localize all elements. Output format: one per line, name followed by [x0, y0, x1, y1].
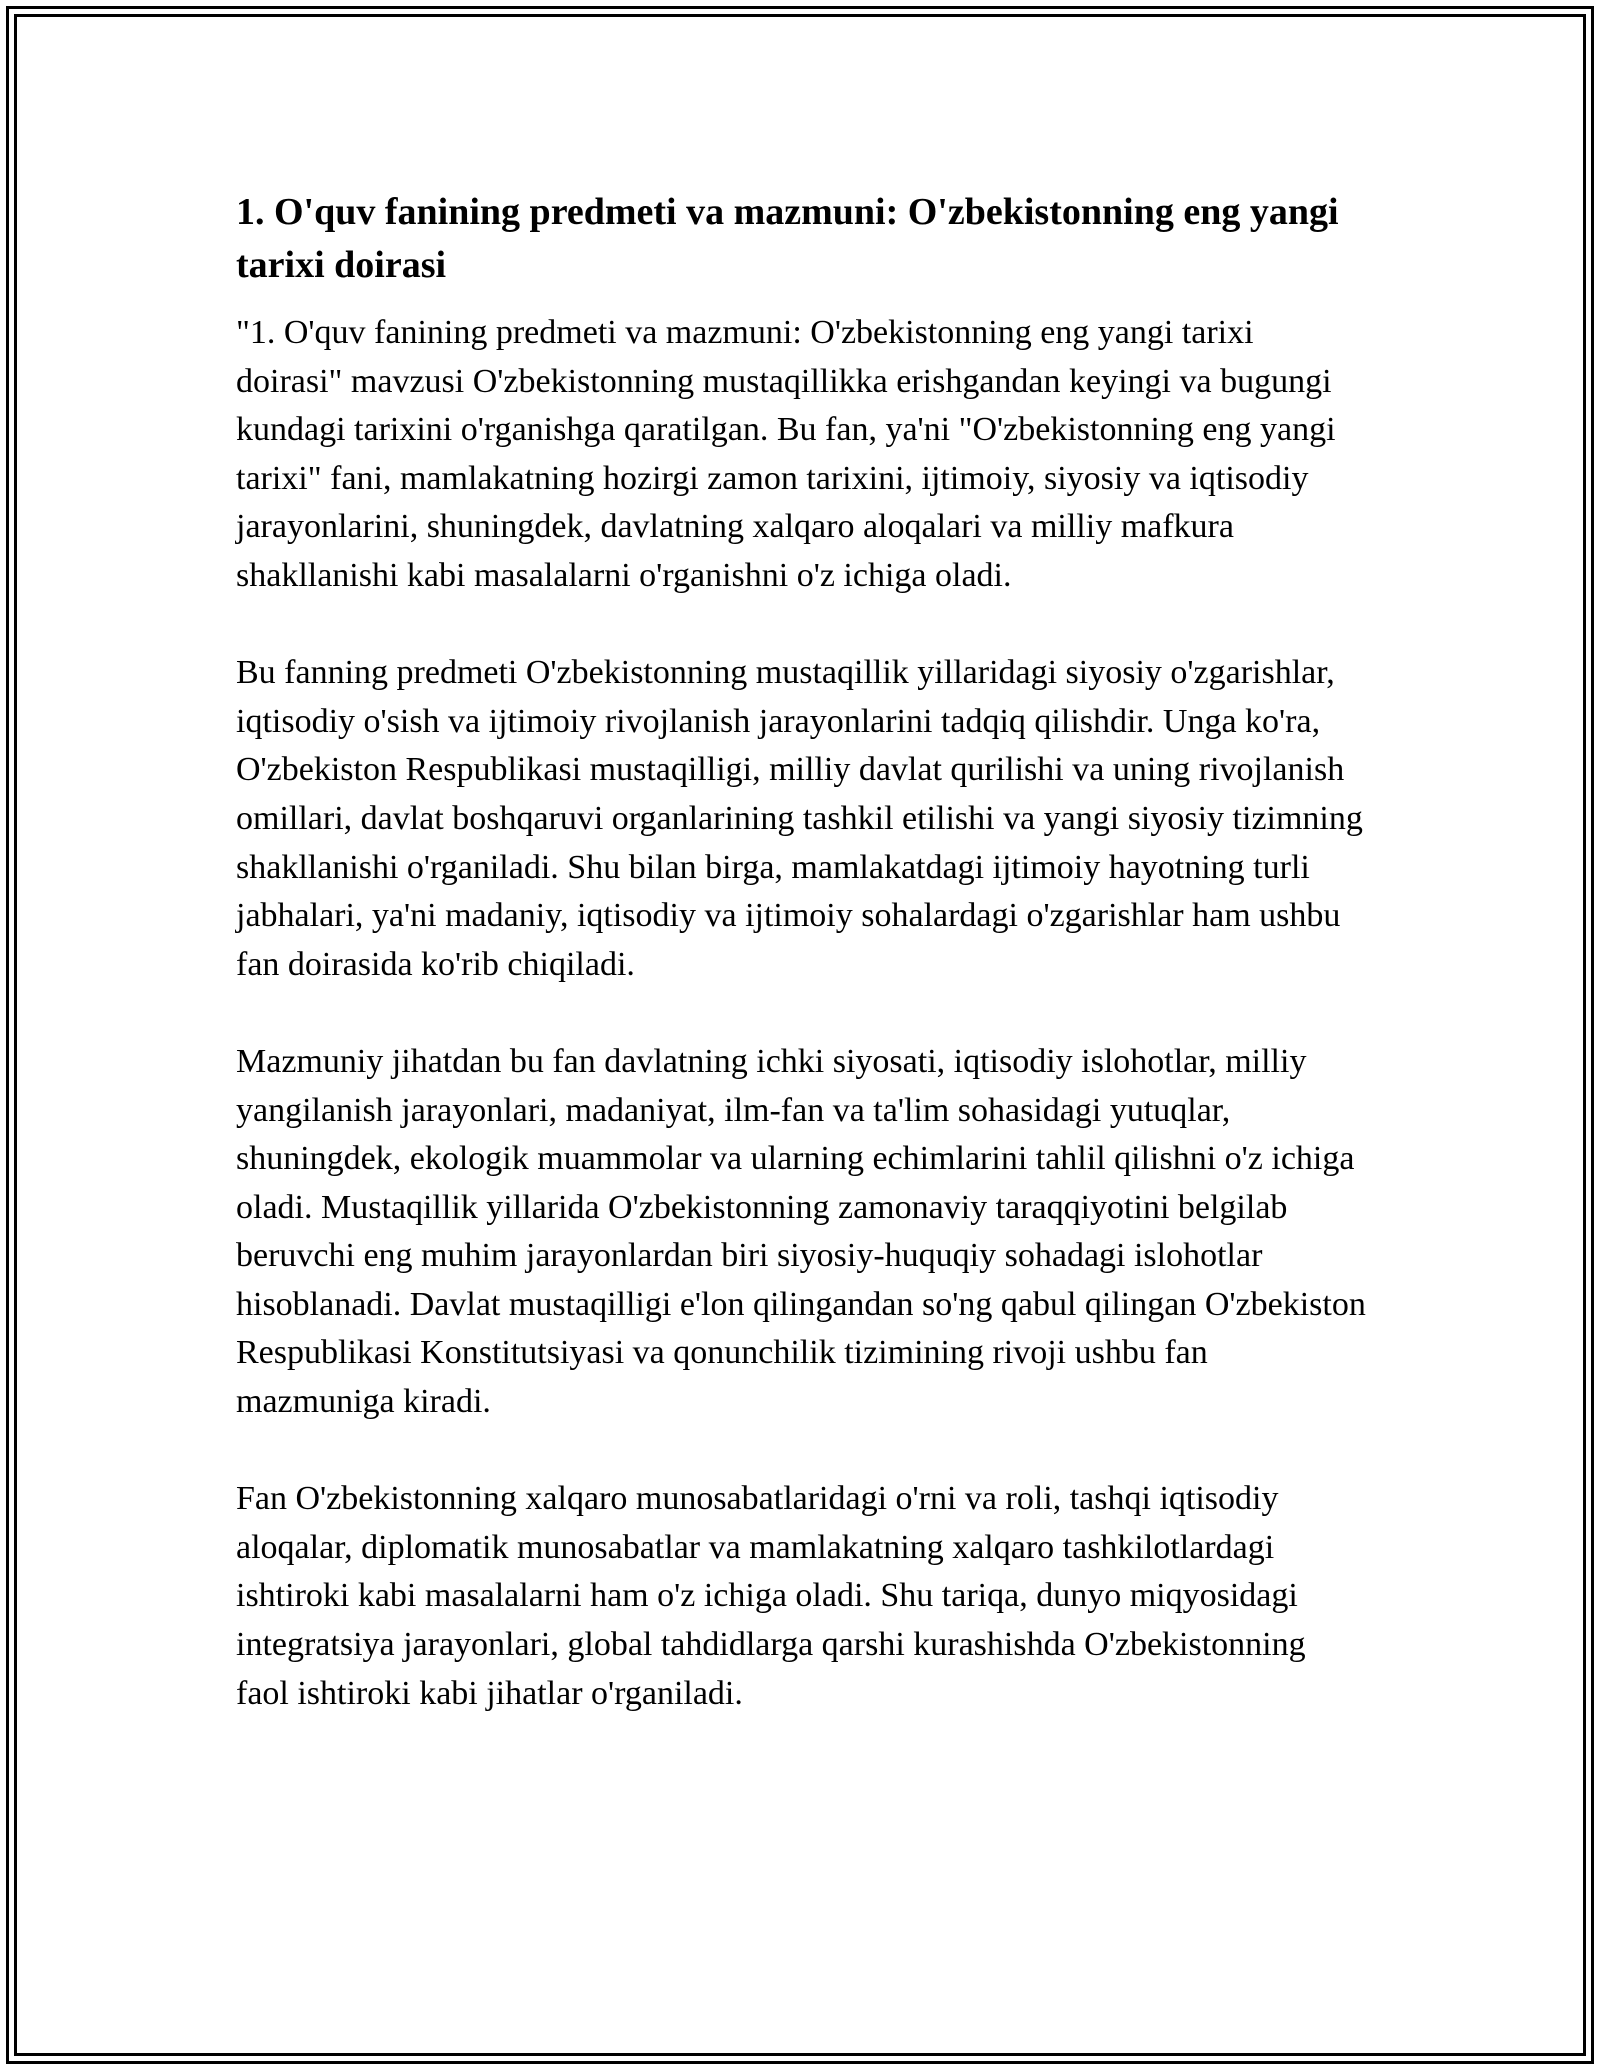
paragraph-subject: Bu fanning predmeti O'zbekistonning mustaqillik yillaridagi siyosiy o'zgarishlar, iqtisodiy o'sish va ijtimoiy rivojlanish jarayonlarini tadqiq qilishdir. Unga ko'ra, O'zbekiston Respublikasi mustaqilligi, milliy davlat qurilishi va uning rivojlanish omillari, davlat boshqaruvi organlarining tashkil etilishi va yangi siyosiy tizimning shakllanishi o'rganiladi. Shu bilan birga, mamlakatdagi ijtimoiy hayotning turli jabhalari, ya'ni madaniy, iqtisodiy va ijtimoiy sohalardagi o'zgarishlar ham ushbu fan doirasida ko'rib chiqiladi.: [236, 654, 1363, 983]
paragraph-international: Fan O'zbekistonning xalqaro munosabatlaridagi o'rni va roli, tashqi iqtisodiy aloqalar, diplomatik munosabatlar va mamlakatning xalqaro tashkilotlardagi ishtiroki kabi masalalarni ham o'z ichiga oladi. Shu tariqa, dunyo miqyosidagi integratsiya jarayonlari, global tahdidlarga qarshi kurashishda O'zbekistonning faol ishtiroki kabi jihatlar o'rganiladi.: [236, 1480, 1306, 1712]
paragraph-content: Mazmuniy jihatdan bu fan davlatning ichki siyosati, iqtisodiy islohotlar, milliy yangilanish jarayonlari, madaniyat, ilm-fan va ta'lim sohasidagi yutuqlar, shuningdek, ekologik muammolar va ularning echimlarini tahlil qilishni o'z ichiga oladi. Mustaqillik yillarida O'zbekistonning zamonaviy taraqqiyotini belgilab beruvchi eng muhim jarayonlardan biri siyosiy-huquqiy sohadagi islohotlar hisoblanadi. Davlat mustaqilligi e'lon qilingandan so'ng qabul qilingan O'zbekiston Respublikasi Konstitutsiyasi va qonunchilik tizimining rivoji ushbu fan mazmuniga kiradi.: [236, 1042, 1366, 1421]
document-body: [236, 186, 1366, 1718]
page-title: 1. O'quv fanining predmeti va mazmuni: O'zbekistonning eng yangi tarixi doirasi: [236, 191, 1339, 286]
paragraph-intro: "1. O'quv fanining predmeti va mazmuni: O'zbekistonning eng yangi tarixi doirasi" mavzusi O'zbekistonning mustaqillikka erishgandan keyingi va bugungi kundagi tarixini o'rganishga qaratilgan. Bu fan, ya'ni "O'zbekistonning eng yangi tarixi" fani, mamlakatning hozirgi zamon tarixini, ijtimoiy, siyosiy va iqtisodiy jarayonlarini, shuningdek, davlatning xalqaro aloqalari va milliy mafkura shakllanishi kabi masalalarni o'rganishni o'z ichiga oladi.: [236, 314, 1336, 594]
